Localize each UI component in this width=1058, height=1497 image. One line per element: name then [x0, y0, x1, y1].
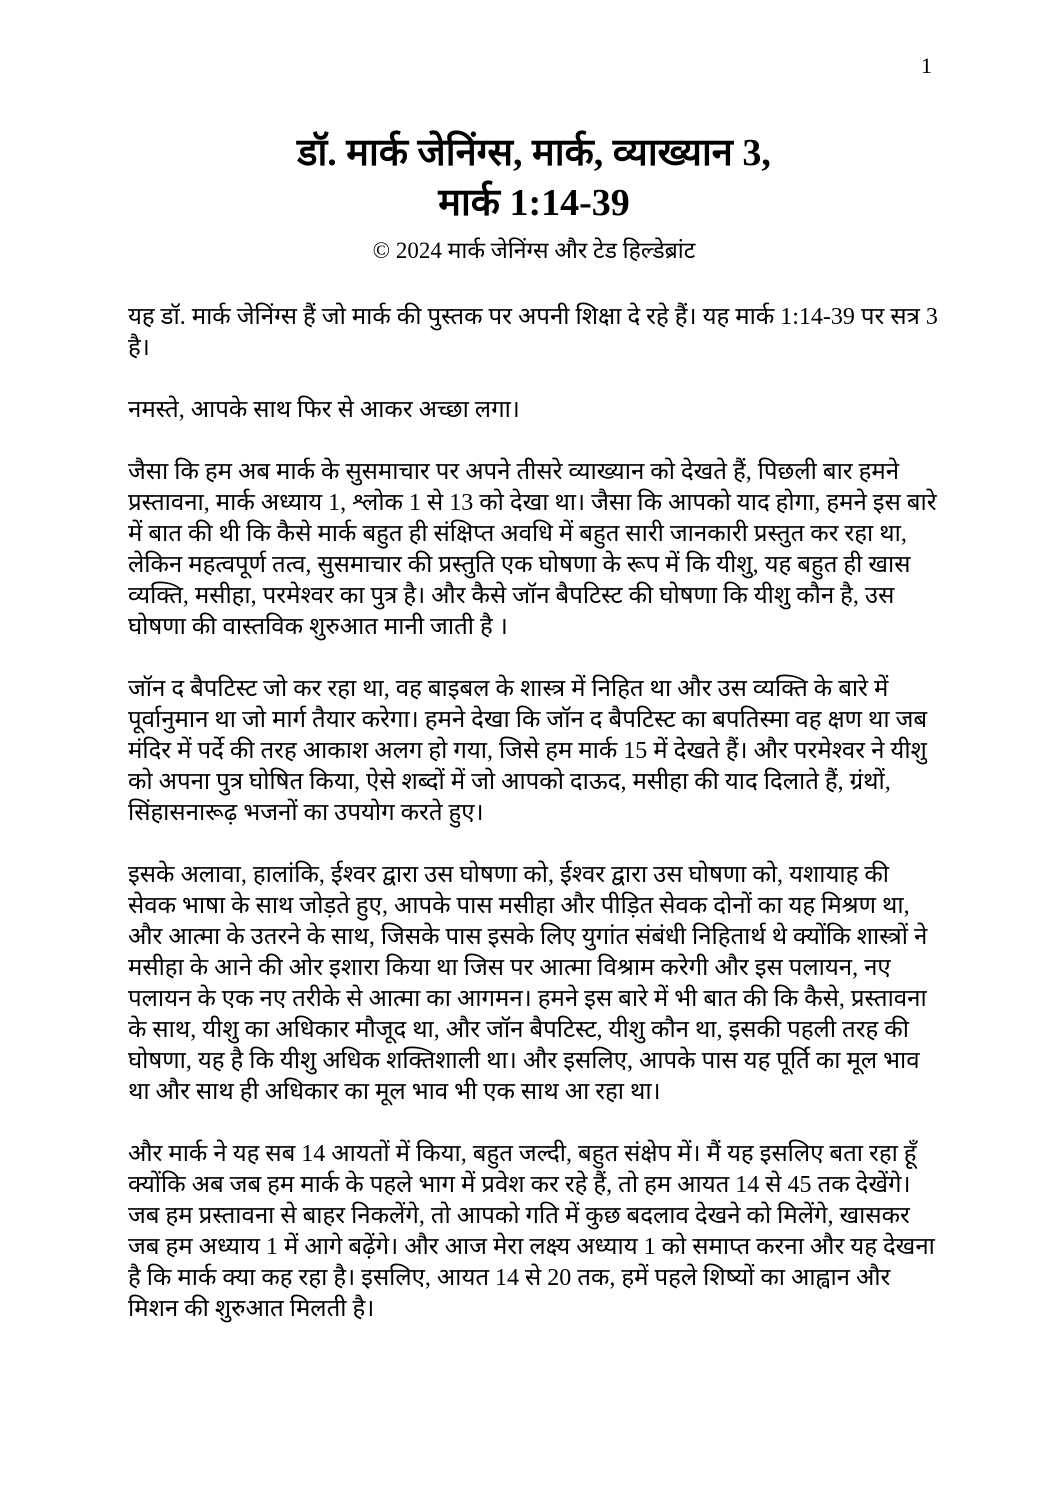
paragraph: और मार्क ने यह सब 14 आयतों में किया, बहुत जल्दी, बहुत संक्षेप में। मैं यह इसलिए बता रहा हूँ क्योंकि अब जब हम मार्क के पहले भाग में प्रवेश कर रहे हैं, तो हम आयत 14 से 45 तक देखेंगे। जब हम प्रस्तावना से बाहर निकलेंगे, तो आपको गति में कुछ बदलाव देखने को मिलेंगे, खासकर जब हम अध्याय 1 में आगे बढ़ेंगे। और आज मेरा लक्ष्य अध्याय 1 को समाप्त करना और यह देखना है कि मार्क क्या कह रहा है। इसलिए, आयत 14 से 20 तक, हमें पहले शिष्यों का आह्वान और मिशन की शुरुआत मिलती है।	[128, 1141, 935, 1322]
paragraph: जैसा कि हम अब मार्क के सुसमाचार पर अपने तीसरे व्याख्यान को देखते हैं, पिछली बार हमने प्रस्तावना, मार्क अध्याय 1, श्लोक 1 से 13 को देखा था। जैसा कि आपको याद होगा, हमने इस बारे में बात की थी कि कैसे मार्क बहुत ही संक्षिप्त अवधि में बहुत सारी जानकारी प्रस्तुत कर रहा था, लेकिन महत्वपूर्ण तत्व, सुसमाचार की प्रस्तुति एक घोषणा के रूप में कि यीशु, यह बहुत ही खास व्यक्ति, मसीहा, परमेश्वर का पुत्र है। और कैसे जॉन बैपटिस्ट की घोषणा कि यीशु कौन है, उस घोषणा की वास्तविक शुरुआत मानी जाती है ।	[128, 459, 937, 640]
document-body	[128, 302, 940, 1325]
paragraph: जॉन द बैपटिस्ट जो कर रहा था, वह बाइबल के शास्त्र में निहित था और उस व्यक्ति के बारे में पूर्वानुमान था जो मार्ग तैयार करेगा। हमने देखा कि जॉन द बैपटिस्ट का बपतिस्मा वह क्षण था जब मंदिर में पर्दे की तरह आकाश अलग हो गया, जिसे हम मार्क 15 में देखते हैं। और परमेश्वर ने यीशु को अपना पुत्र घोषित किया, ऐसे शब्दों में जो आपको दाऊद, मसीहा की याद दिलाते हैं, ग्रंथों, सिंहासनारूढ़ भजनों का उपयोग करते हुए।	[128, 676, 928, 826]
paragraph: नमस्ते, आपके साथ फिर से आकर अच्छा लगा।	[128, 397, 520, 423]
paragraph: यह डॉ. मार्क जेनिंग्स हैं जो मार्क की पुस्तक पर अपनी शिक्षा दे रहे हैं। यह मार्क 1:14-39 पर सत्र 3 है।	[128, 304, 938, 361]
document-title-line2: मार्क 1:14-39	[438, 182, 630, 224]
page-number: 1	[921, 53, 932, 78]
paragraph: इसके अलावा, हालांकि, ईश्वर द्वारा उस घोषणा को, ईश्वर द्वारा उस घोषणा को, यशायाह की सेवक भाषा के साथ जोड़ते हुए, आपके पास मसीहा और पीड़ित सेवक दोनों का यह मिश्रण था, और आत्मा के उतरने के साथ, जिसके पास इसके लिए युगांत संबंधी निहितार्थ थे क्योंकि शास्त्रों ने मसीहा के आने की ओर इशारा किया था जिस पर आत्मा विश्राम करेगी और इस पलायन, नए पलायन के एक नए तरीके से आत्मा का आगमन। हमने इस बारे में भी बात की कि कैसे, प्रस्तावना के साथ, यीशु का अधिकार मौजूद था, और जॉन बैपटिस्ट, यीशु कौन था, इसकी पहली तरह की घोषणा, यह है कि यीशु अधिक शक्तिशाली था। और इसलिए, आपके पास यह पूर्ति का मूल भाव था और साथ ही अधिकार का मूल भाव भी एक साथ आ रहा था।	[128, 862, 928, 1105]
copyright-line: © 2024 मार्क जेनिंग्स और टेड हिल्डेब्रांट	[372, 238, 696, 263]
document-title-line1: डॉ. मार्क जेनिंग्स, मार्क, व्याख्यान 3,	[297, 132, 771, 174]
document-title	[128, 128, 940, 228]
